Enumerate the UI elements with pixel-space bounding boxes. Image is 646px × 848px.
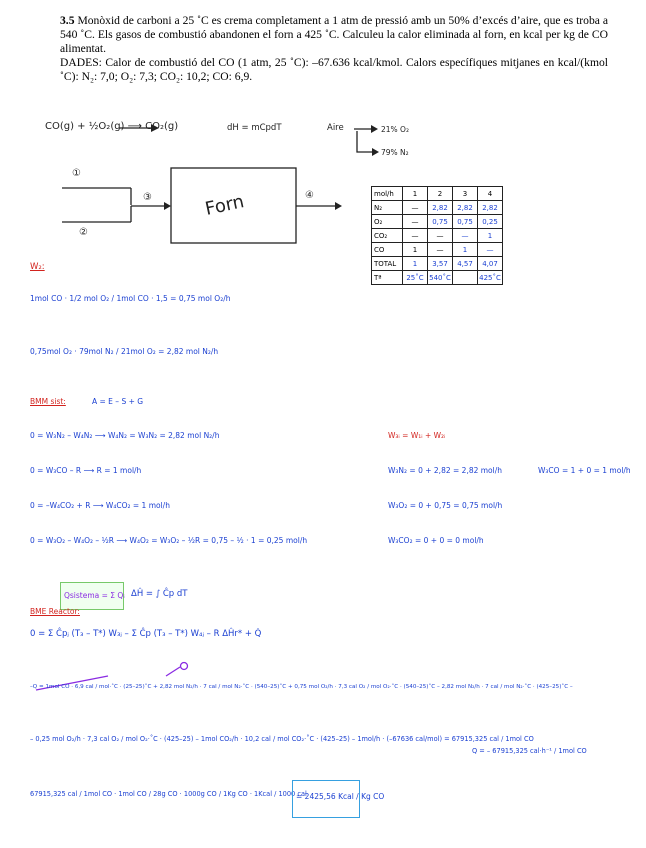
stream3-co2: W₃CO₂ = 0 + 0 = 0 mol/h (388, 536, 484, 545)
table-cell: — (403, 215, 428, 229)
heat-calc-line2: – 0,25 mol O₂/h · 7,3 cal O₂ / mol O₂·˚C · (425–25) – 1mol CO₂/h · 10,2 cal / mol CO₂·˚C · (425–25) – 1mol/h · (–67636 cal/mol) = 67915,325 cal / 1mol CO (30, 735, 534, 743)
co2-balance: 0 = –W₄CO₂ + R ⟶ W₄CO₂ = 1 mol/h (30, 501, 170, 510)
table-cell: CO₂ (372, 229, 403, 243)
stream3-n2: W₃N₂ = 0 + 2,82 = 2,82 mol/h (388, 466, 503, 475)
heat-result: Q = – 67915,325 cal·h⁻¹ / 1mol CO (472, 747, 587, 755)
table-row (372, 201, 503, 215)
problem-text: Monòxid de carboni a 25 ˚C es crema completament a 1 atm de pressió amb un 50% d’excés d’aire, que es troba a 540 ˚C. Els gasos de combustió abandonen el forn a 425 ˚C. Calculeu la calor eliminada al forn, en kcal per kg de CO alimentat. (60, 14, 608, 55)
reaction-equation: CO(g) + ½O₂(g) ⟶ CO₂(g) (45, 121, 179, 132)
table-header-row (372, 187, 503, 201)
table-cell: 1 (403, 187, 428, 201)
table-cell (453, 271, 478, 285)
enthalpy-integral: ΔĤ = ∫ Ĉp dT (131, 589, 188, 599)
table-cell: 1 (403, 257, 428, 271)
table-cell: — (453, 229, 478, 243)
table-cell: 4,57 (453, 257, 478, 271)
table-cell: 2 (428, 187, 453, 201)
table-cell: 2,82 (478, 201, 503, 215)
enthalpy-relation: dH = mCpdT (227, 123, 282, 133)
table-cell: 2,82 (428, 201, 453, 215)
furnace-label: Forn (203, 191, 246, 220)
table-cell: 4,07 (478, 257, 503, 271)
table-cell: N₂ (372, 201, 403, 215)
stream3-co: W₃CO = 1 + 0 = 1 mol/h (538, 466, 631, 475)
table-cell: 25˚C (403, 271, 428, 285)
table-cell: 0,25 (478, 215, 503, 229)
table-cell: 2,82 (453, 201, 478, 215)
table-cell: 0,75 (428, 215, 453, 229)
table-cell: — (428, 243, 453, 257)
problem-data: DADES: Calor de combustió del CO (1 atm, 25 ˚C): –67.636 kcal/kmol. Calors específiques mitjanes en kcal/(kmol ˚C): N₂: 7,0; O₂: 7,3; CO₂: 10,2; CO: 6,9. (60, 56, 608, 83)
composition-table (371, 186, 503, 285)
air-o2-fraction: 21% O₂ (381, 125, 409, 134)
stream-3-label: ③ (143, 192, 152, 203)
table-row (372, 243, 503, 257)
table-cell: 1 (453, 243, 478, 257)
stream-1-label: ① (72, 168, 81, 179)
o2-balance: 0 = W₃O₂ – W₄O₂ – ½R ⟶ W₄O₂ = W₃O₂ – ½R = 0,75 – ½ · 1 = 0,25 mol/h (30, 536, 308, 545)
energy-balance: 0 = Σ Ĉpⱼ (T₃ – T*) W₃ⱼ – Σ Ĉp (T₃ – T*) W₄ⱼ – R ΔĤr* + Q̇ (30, 629, 262, 639)
w2-oxygen-calc: 1mol CO · 1/2 mol O₂ / 1mol CO · 1,5 = 0,75 mol O₂/h (30, 294, 231, 303)
final-answer: = 2425,56 Kcal / Kg CO (296, 792, 385, 801)
w2-nitrogen-calc: 0,75mol O₂ · 79mol N₂ / 21mol O₂ = 2,82 mol N₂/h (30, 347, 219, 356)
table-cell: 3,57 (428, 257, 453, 271)
table-cell: Tª (372, 271, 403, 285)
table-cell: — (403, 229, 428, 243)
co-balance: 0 = W₃CO – R ⟶ R = 1 mol/h (30, 466, 142, 475)
stream-2-label: ② (79, 227, 88, 238)
bmm-heading: BMM sist: (30, 397, 66, 406)
stream3-o2: W₃O₂ = 0 + 0,75 = 0,75 mol/h (388, 501, 503, 510)
table-cell: mol/h (372, 187, 403, 201)
air-label: Aire (327, 123, 344, 133)
table-cell: — (428, 229, 453, 243)
table-cell: 4 (478, 187, 503, 201)
heat-calc-line1: –Q = 1mol CO · 6,9 cal / mol·˚C · (25–25)˚C + 2,82 mol N₂/h · 7 cal / mol N₂·˚C · (540–25)˚C + 0,75 mol O₂/h · 7,3 cal O₂ / mol O₂·˚C · (540–25)˚C – 2,82 mol N₂/h · 7 cal / mol N₂·˚C · (425–25)˚C – (30, 684, 573, 690)
problem-number: 3.5 (60, 14, 75, 27)
n2-balance: 0 = W₃N₂ – W₄N₂ ⟶ W₄N₂ = W₃N₂ = 2,82 mol N₂/h (30, 431, 220, 440)
table-row (372, 271, 503, 285)
table-cell: O₂ (372, 215, 403, 229)
stream3-mixing-rule: W₃ᵢ = W₁ᵢ + W₂ᵢ (388, 431, 446, 440)
w2-heading: W₂: (30, 262, 45, 272)
bme-heading: BME Reactor: (30, 607, 80, 616)
table-cell: CO (372, 243, 403, 257)
stream-4-label: ④ (305, 190, 314, 201)
air-n2-fraction: 79% N₂ (381, 148, 409, 157)
table-row (372, 229, 503, 243)
table-cell: — (478, 243, 503, 257)
table-cell: 0,75 (453, 215, 478, 229)
q-sum: Qsistema = Σ Qᵢ (64, 591, 125, 600)
table-row (372, 257, 503, 271)
table-cell: 540˚C (428, 271, 453, 285)
table-cell: — (403, 201, 428, 215)
table-cell: 1 (478, 229, 503, 243)
table-cell: 425˚C (478, 271, 503, 285)
table-row (372, 215, 503, 229)
unit-conversion: 67915,325 cal / 1mol CO · 1mol CO / 28g CO · 1000g CO / 1Kg CO · 1Kcal / 1000 cal (30, 790, 307, 798)
bmm-equation: A = E – S + G (92, 397, 144, 406)
table-cell: 3 (453, 187, 478, 201)
table-cell: TOTAL (372, 257, 403, 271)
table-cell: 1 (403, 243, 428, 257)
